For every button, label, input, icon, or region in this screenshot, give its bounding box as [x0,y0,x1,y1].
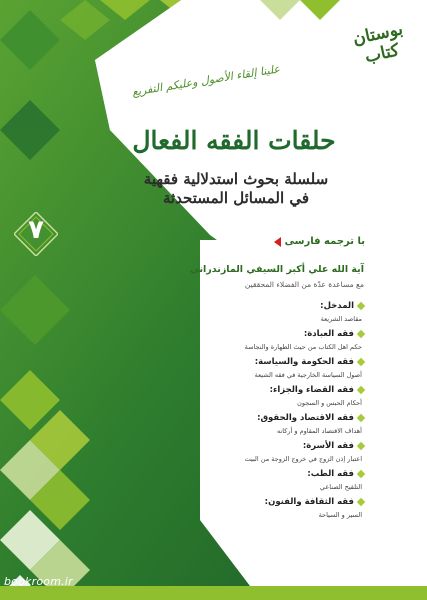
subtitle-line-1: سلسلة بحوث استدلالية فقهية [143,170,329,188]
author-name: آية الله علي أكبر السيفي المازندراني [189,264,364,275]
section-item: أحكام الحبس و السجون [297,399,362,407]
contents-section [114,496,364,520]
section-item: مقاصد الشريعة [320,315,362,323]
subtitle-line-2: في المسائل المستحدثة [162,189,310,207]
section-heading: فقه القضاء والجزاء: [269,385,354,395]
book-title: حلقات الفقه الفعال [132,126,336,155]
section-heading: المدخل: [320,301,354,311]
watermark: bookroom.ir [4,575,73,588]
section-heading: فقه الطب: [307,469,354,479]
section-item: اعتبار إذن الزوج في خروج الزوجة من البيت [244,455,362,463]
red-triangle-icon [274,237,281,247]
diamond-bullet-icon [357,386,365,394]
diamond-bullet-icon [357,470,365,478]
volume-number: ۷ [28,215,44,245]
book-subtitle [96,170,376,208]
section-heading: فقه الحكومة والسياسة: [254,357,354,367]
contents-section [114,384,364,408]
diamond-bullet-icon [357,442,365,450]
diamond-bullet-icon [357,498,365,506]
section-item: أهداف الاقتصاد المقاوم و أركانه [277,427,362,435]
diamond-bullet-icon [357,414,365,422]
contents-section [114,412,364,436]
section-item: أصول السياسة الخارجية في فقه الشيعة [254,371,362,379]
translation-note [274,236,365,247]
section-item: السير و السياحة [318,511,362,519]
diamond-bullet-icon [357,358,365,366]
publisher-logo: بوستان کتاب [351,19,405,68]
table-of-contents [114,300,364,524]
section-heading: فقه الثقافة والفنون: [264,497,354,507]
translation-label: با ترجمه فارسی [284,236,365,247]
section-heading: فقه الاقتصاد والحقوق: [257,413,354,423]
contents-section [114,300,364,324]
contents-section [114,440,364,464]
diamond-bullet-icon [357,330,365,338]
bottom-strip [0,586,427,600]
contents-section [114,356,364,380]
section-heading: فقه الأسرة: [302,441,354,451]
calligraphy-quote: علينا إلقاء الأصول وعليكم التفريع [131,62,281,99]
contents-section [114,468,364,492]
assistance-note: مع مساعدة عدّة من الفضلاء المحققين [244,280,364,289]
diamond-bullet-icon [357,302,365,310]
section-heading: فقه العبادة: [303,329,354,339]
section-item: حكم اهل الكتاب من حيث الطهارة والنجاسة [244,343,362,351]
section-item: التلقيح الصناعي [319,483,362,491]
contents-section [114,328,364,352]
